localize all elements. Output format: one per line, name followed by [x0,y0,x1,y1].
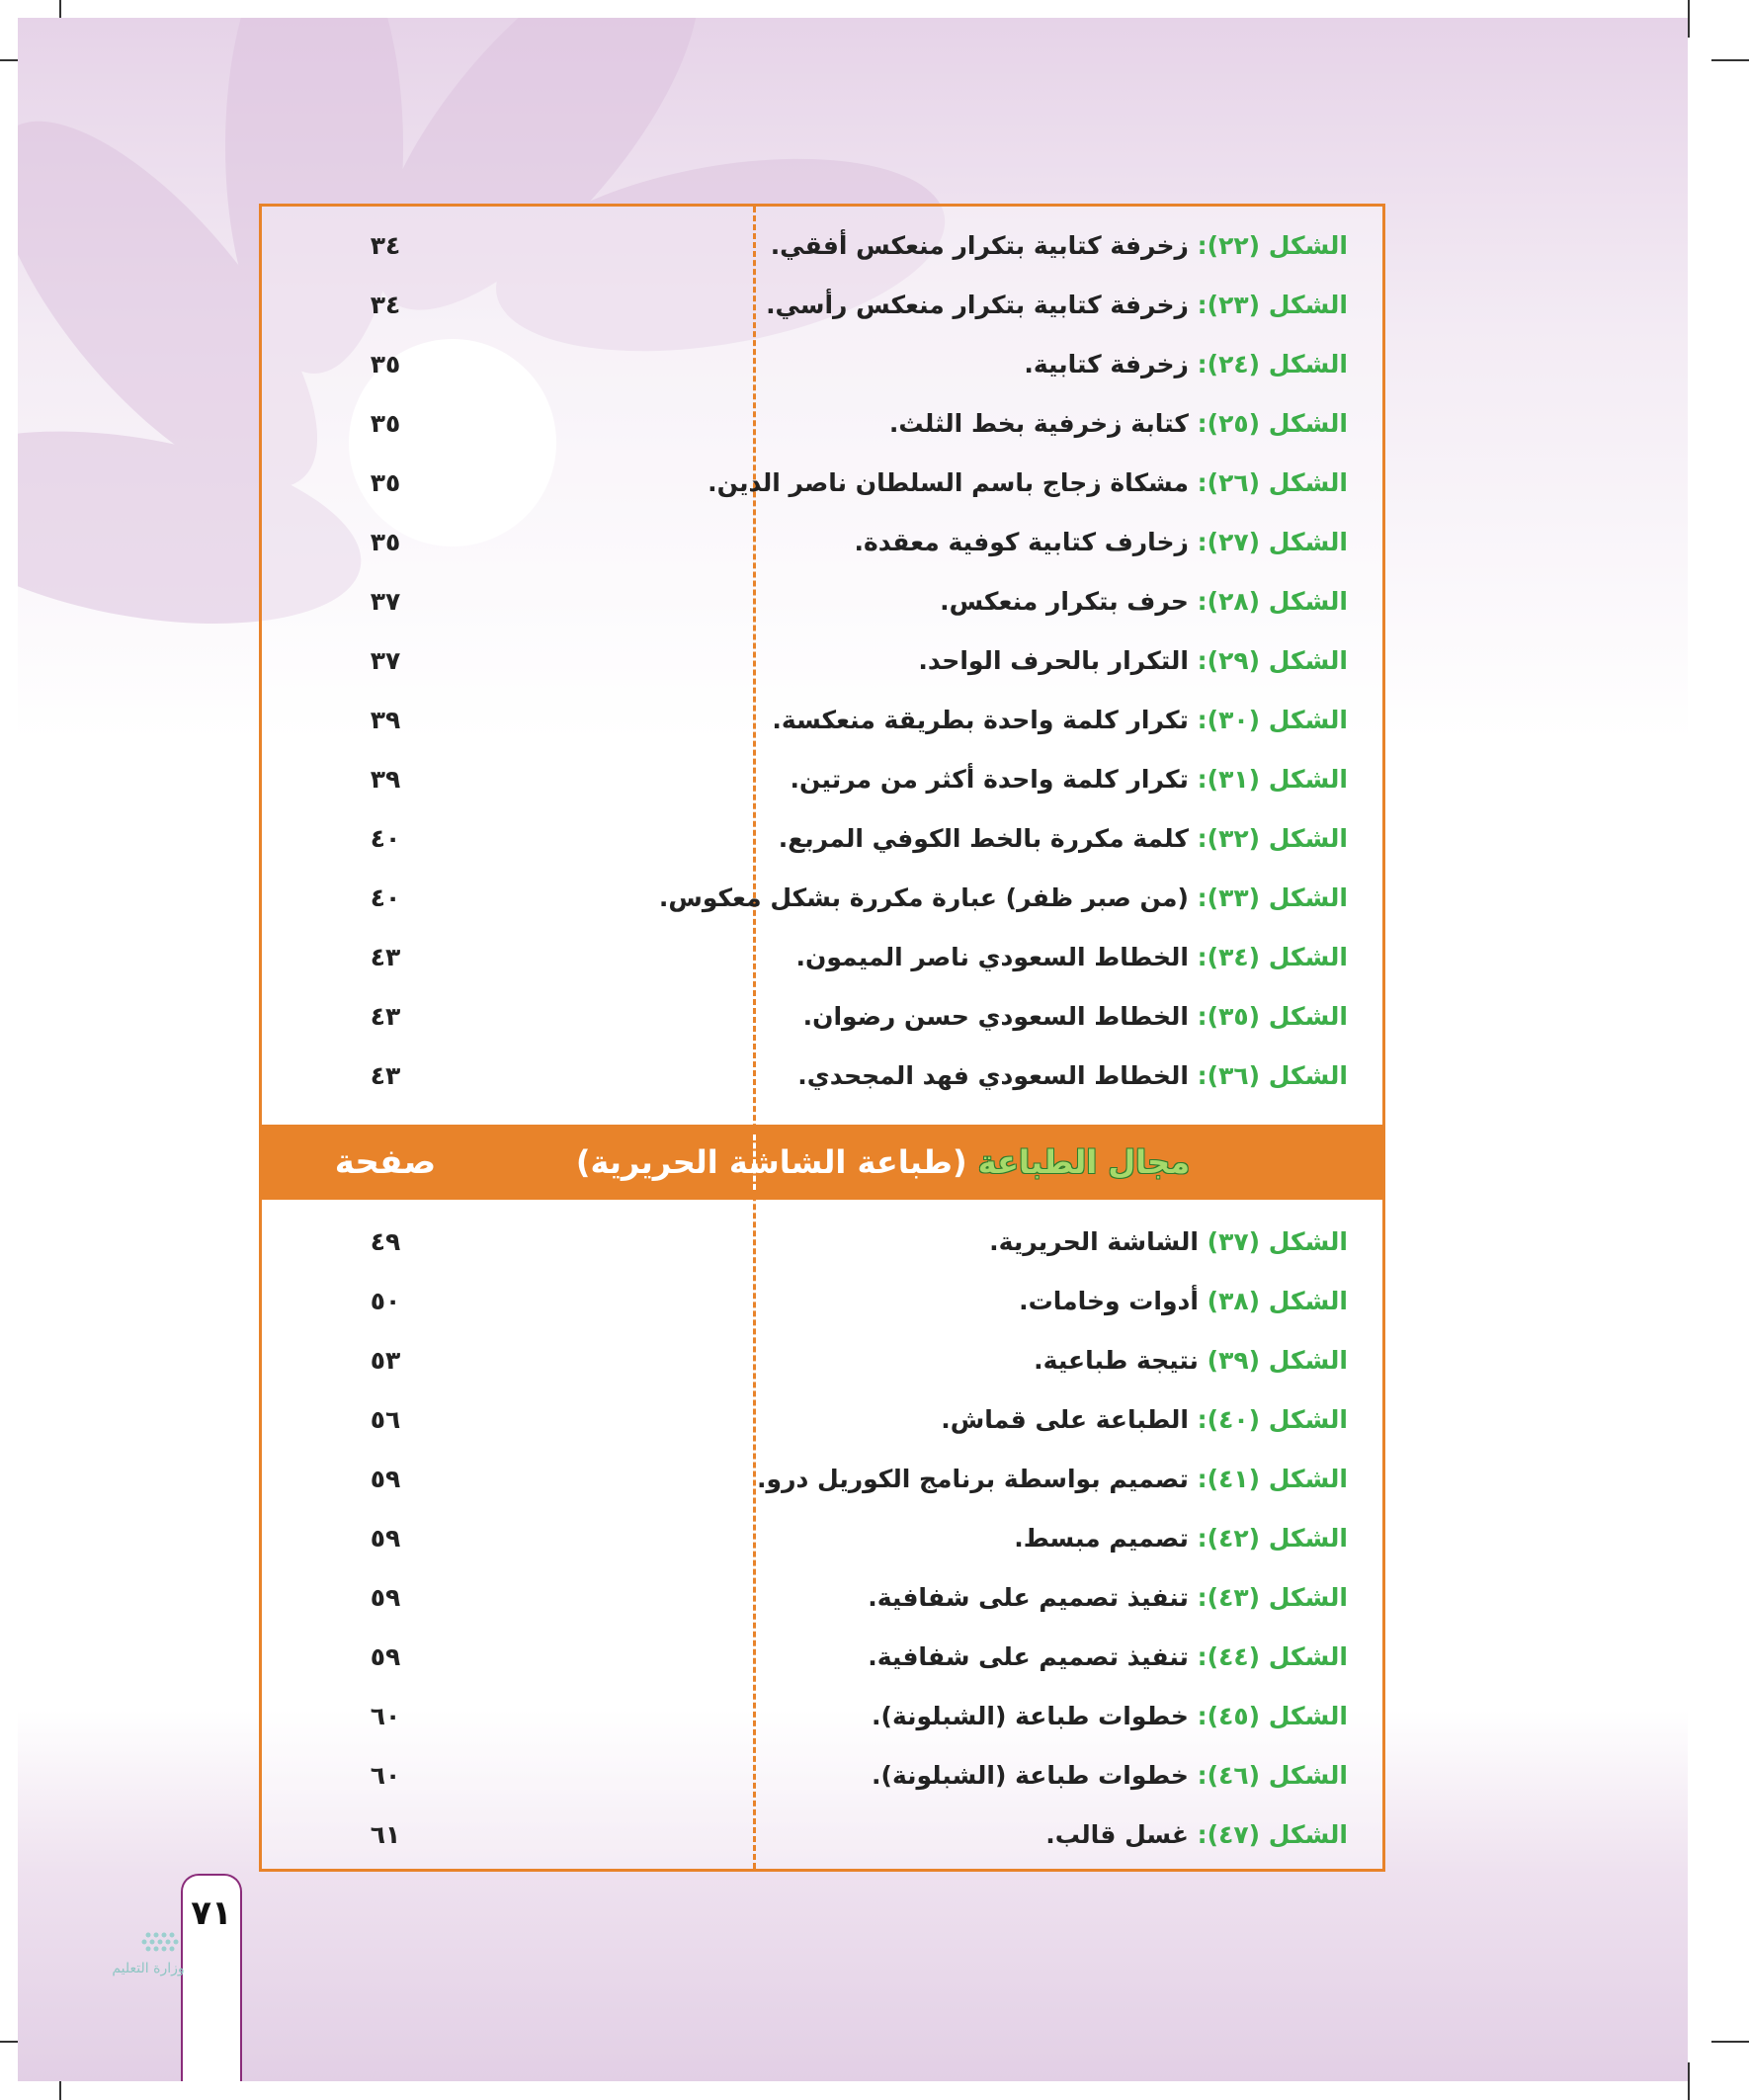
table-row [262,513,1382,572]
table-row [262,1450,1382,1509]
figure-label: الشكل (٤٤): [1197,1642,1348,1671]
figure-label: الشكل (٢٣): [1197,291,1348,319]
page-ref: ٦٠ [370,1702,401,1730]
figure-caption: (من صبر ظفر) عبارة مكررة بشكل معكوس. [658,883,1189,912]
table-row [262,276,1382,335]
figure-caption: الخطاط السعودي فهد المجحدي. [797,1061,1189,1090]
table-row [262,1806,1382,1865]
crop-mark [1711,59,1749,61]
figure-label: الشكل (٣٠): [1197,706,1348,734]
page-ref: ٥٦ [370,1405,401,1434]
table-row [262,631,1382,691]
section-header-bar [262,1125,1382,1200]
figure-label: الشكل (٢٩): [1197,646,1348,675]
page-ref: ٤٠ [370,824,401,853]
page-ref: ٣٥ [370,409,401,438]
index-table [259,204,1385,1872]
table-row [262,1272,1382,1331]
figure-label: الشكل (٣٤): [1197,943,1348,971]
figure-label: الشكل (٣٣): [1197,883,1348,912]
figure-label: الشكل (٣٩) [1207,1346,1348,1375]
table-row [262,1687,1382,1746]
figure-label: الشكل (٢٧): [1197,528,1348,556]
figure-caption: خطوات طباعة (الشبلونة). [872,1702,1189,1730]
figure-label: الشكل (٢٤): [1197,350,1348,378]
section-title [576,1125,1190,1200]
page-ref: ٤٣ [370,1002,401,1031]
page-ref: ٤٣ [370,943,401,971]
figure-label: الشكل (٣٦): [1197,1061,1348,1090]
table-row [262,1746,1382,1806]
page-ref: ٥٩ [370,1583,401,1612]
page-ref: ٥٠ [370,1287,401,1315]
page-ref: ٣٥ [370,528,401,556]
figure-caption: أدوات وخامات. [1019,1287,1199,1315]
figure-caption: مشكاة زجاج باسم السلطان ناصر الدين. [708,468,1189,497]
figure-caption: غسل قالب. [1045,1820,1189,1849]
figure-label: الشكل (٣٢): [1197,824,1348,853]
figure-caption: الشاشة الحريرية. [989,1227,1199,1256]
page-ref: ٥٩ [370,1465,401,1493]
page-ref: ٥٩ [370,1524,401,1553]
figure-label: الشكل (٢٦): [1197,468,1348,497]
table-row [262,1213,1382,1272]
figure-caption: تنفيذ تصميم على شفافية. [868,1583,1189,1612]
page-ref: ٤٩ [370,1227,401,1256]
page-ref: ٣٩ [370,706,401,734]
figure-caption: خطوات طباعة (الشبلونة). [872,1761,1189,1790]
figure-label: الشكل (٤٦): [1197,1761,1348,1790]
table-row [262,394,1382,454]
crop-mark [1688,0,1690,38]
figure-caption: تكرار كلمة واحدة أكثر من مرتين. [790,765,1189,794]
figure-label: الشكل (٤٢): [1197,1524,1348,1553]
page-ref: ٣٥ [370,468,401,497]
page-ref: ٦٠ [370,1761,401,1790]
table-row [262,572,1382,631]
figure-label: الشكل (٤٥): [1197,1702,1348,1730]
ministry-logo-text: وزارة التعليم [112,1961,185,1976]
table-row [262,987,1382,1047]
figure-label: الشكل (٣٥): [1197,1002,1348,1031]
page-column-header: صفحة [334,1142,437,1182]
figure-label: الشكل (٤٠): [1197,1405,1348,1434]
figure-caption: زخرفة كتابية بتكرار منعكس أفقي. [770,231,1189,260]
page-ref: ٣٩ [370,765,401,794]
figure-caption: تنفيذ تصميم على شفافية. [868,1642,1189,1671]
page-ref: ٣٧ [370,587,401,616]
figure-caption: كتابة زخرفية بخط الثلث. [888,409,1189,438]
figure-label: الشكل (٢٥): [1197,409,1348,438]
page-ref: ٥٩ [370,1642,401,1671]
page-ref: ٥٣ [370,1346,401,1375]
crop-mark [1688,2062,1690,2100]
table-row [262,1047,1382,1106]
crop-mark [1711,2041,1749,2043]
table-row [262,1628,1382,1687]
page-ref: ٣٧ [370,646,401,675]
figure-label: الشكل (٣٧) [1207,1227,1348,1256]
page-ref: ٤٠ [370,883,401,912]
figure-caption: الطباعة على قماش. [941,1405,1189,1434]
figure-label: الشكل (٤١): [1197,1465,1348,1493]
figure-caption: حرف بتكرار منعكس. [940,587,1189,616]
figure-caption: الخطاط السعودي ناصر الميمون. [795,943,1189,971]
figure-label: الشكل (٢٨): [1197,587,1348,616]
ministry-logo-icon [99,1927,237,1986]
page-ref: ٣٥ [370,350,401,378]
table-row [262,1390,1382,1450]
figure-caption: كلمة مكررة بالخط الكوفي المربع. [778,824,1189,853]
figure-caption: الخطاط السعودي حسن رضوان. [802,1002,1189,1031]
page-ref: ٣٤ [370,291,401,319]
figure-label: الشكل (٣٨) [1207,1287,1348,1315]
figure-caption: زخرفة كتابية. [1024,350,1189,378]
figure-caption: نتيجة طباعية. [1034,1346,1199,1375]
figure-caption: زخارف كتابية كوفية معقدة. [854,528,1189,556]
table-row [262,1331,1382,1390]
table-row [262,691,1382,750]
page-ref: ٣٤ [370,231,401,260]
figure-label: الشكل (٢٢): [1197,231,1348,260]
page-ref: ٦١ [370,1820,401,1849]
figure-caption: تصميم بواسطة برنامج الكوريل درو. [757,1465,1189,1493]
figure-caption: تكرار كلمة واحدة بطريقة منعكسة. [772,706,1189,734]
column-divider [753,1134,756,1190]
table-row [262,869,1382,928]
page-number: ٧١ [191,1893,232,1933]
table-row [262,1509,1382,1568]
table-row [262,750,1382,809]
table-row [262,928,1382,987]
page-ref: ٤٣ [370,1061,401,1090]
figure-label: الشكل (٤٣): [1197,1583,1348,1612]
table-row [262,454,1382,513]
section-title-green: مجال الطباعة [977,1143,1190,1181]
table-row [262,1568,1382,1628]
figure-label: الشكل (٤٧): [1197,1820,1348,1849]
figure-caption: التكرار بالحرف الواحد. [918,646,1189,675]
figure-caption: زخرفة كتابية بتكرار منعكس رأسي. [766,291,1189,319]
figure-label: الشكل (٣١): [1197,765,1348,794]
table-row [262,335,1382,394]
section-title-white: (طباعة الشاشة الحريرية) [575,1143,967,1181]
figure-caption: تصميم مبسط. [1014,1524,1189,1553]
table-row [262,809,1382,869]
table-row [262,216,1382,276]
